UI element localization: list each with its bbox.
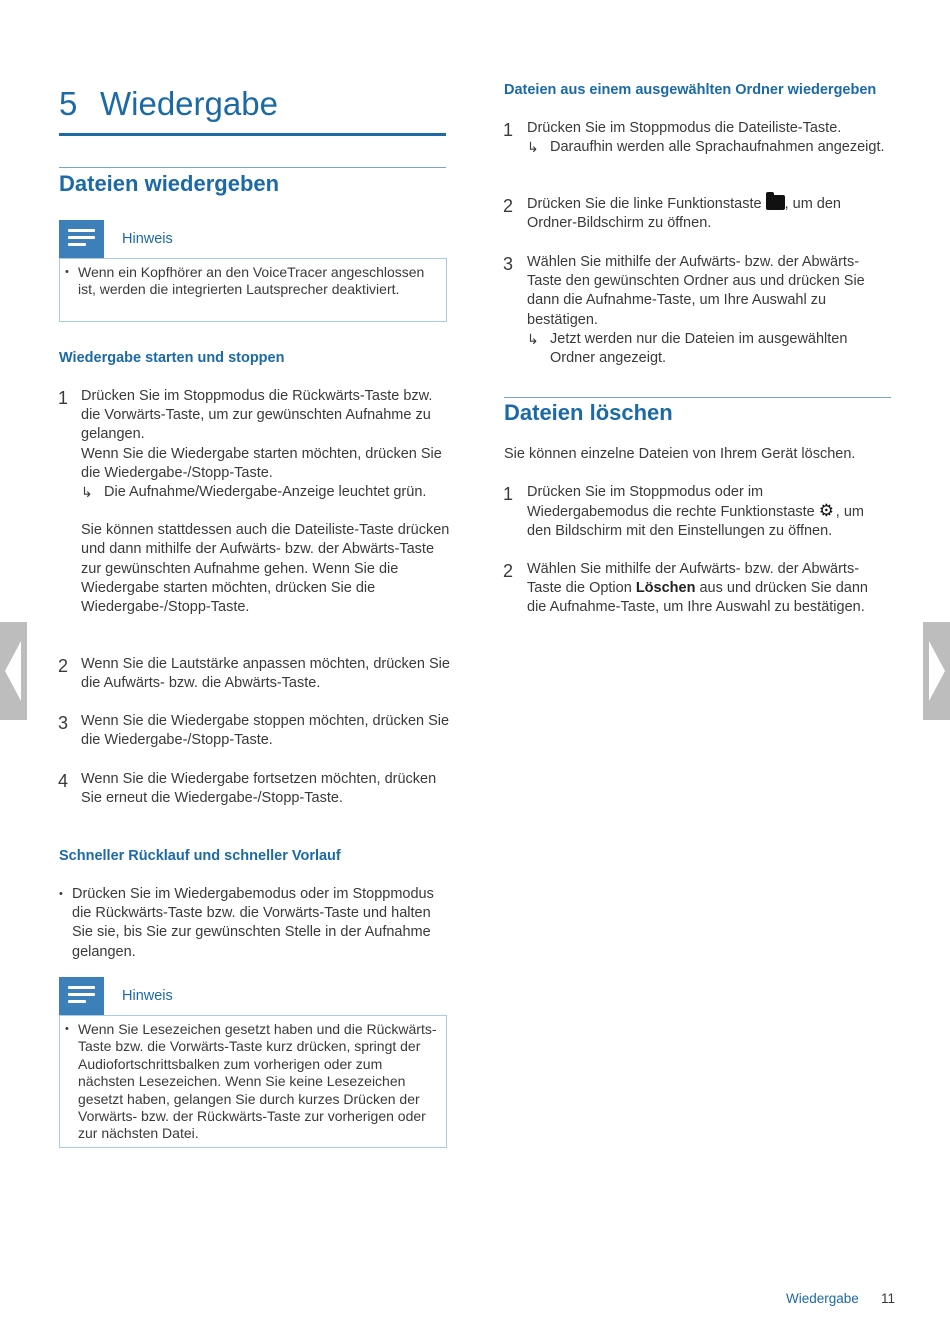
- step-body: [527, 253, 887, 368]
- bullet-item: [72, 885, 450, 962]
- chevron-left-icon: [5, 641, 21, 701]
- step-extra-text: Sie können stattdessen auch die Dateiliste-Taste drücken und dann mithilfe der Aufwärts- bzw. der Abwärts-Taste zur gewünschten Aufnahme gehen. Wenn Sie die Wiedergabe starten möchten, drücken Sie die Wiedergabe-/Stopp-Taste.: [81, 522, 450, 616]
- footer-section-label: Wiedergabe: [786, 1291, 859, 1306]
- step-text: Wählen Sie mithilfe der Aufwärts- bzw. der Abwärts-Taste den gewünschten Ordner aus und drücken Sie dann die Aufnahme-Taste, um Ihre Auswahl zu bestätigen.: [527, 254, 865, 328]
- note-label: Hinweis: [122, 988, 173, 1004]
- result-text: Jetzt werden nur die Dateien im ausgewählten Ordner angezeigt.: [550, 330, 848, 367]
- result-arrow-icon: ↳: [527, 139, 539, 156]
- step-number: 4: [58, 771, 69, 791]
- chapter-heading: [59, 82, 446, 136]
- step-result: [527, 330, 887, 368]
- note-box: [59, 258, 447, 322]
- note-box: [59, 1015, 447, 1148]
- section-divider: [59, 167, 446, 168]
- step-body: [527, 560, 889, 618]
- step-number: 3: [58, 713, 69, 733]
- section-title-delete: Dateien löschen: [504, 400, 673, 425]
- step-text: Wenn Sie die Wiedergabe starten möchten, drücken Sie die Wiedergabe-/Stopp-Taste.: [81, 445, 442, 481]
- section-divider: [504, 397, 891, 398]
- option-name: Löschen: [635, 580, 696, 597]
- bullet-text: • Drücken Sie im Wiedergabemodus oder im Stoppmodus die Rückwärts-Taste bzw. die Vorwärts-Taste und halten Sie sie, bis Sie zur gewünschten Stelle in der Aufnahme gelangen.: [72, 885, 450, 962]
- result-text: Daraufhin werden alle Sprachaufnahmen angezeigt.: [550, 139, 885, 156]
- gear-icon: ⚙: [818, 501, 835, 521]
- step-body: [527, 195, 872, 233]
- step-result: [81, 483, 453, 502]
- step-text: Wenn Sie die Wiedergabe stoppen möchten, drücken Sie die Wiedergabe-/Stopp-Taste.: [81, 713, 450, 749]
- section-title-play: Dateien wiedergeben: [59, 171, 280, 196]
- step-text: , um den Bildschirm mit den Einstellungen zu öffnen.: [527, 504, 864, 540]
- step-number: 2: [58, 656, 69, 676]
- result-text: Die Aufnahme/Wiedergabe-Anzeige leuchtet grün.: [104, 484, 427, 501]
- step-result: [527, 138, 887, 157]
- step-text: Wenn Sie die Wiedergabe fortsetzen möchten, drücken Sie erneut die Wiedergabe-/Stopp-Taste.: [81, 771, 437, 807]
- step-number: 2: [503, 561, 514, 581]
- step-number: 1: [503, 120, 514, 140]
- chevron-right-icon: [929, 641, 945, 701]
- step-text: Drücken Sie die linke Funktionstaste: [527, 196, 762, 212]
- result-arrow-icon: ↳: [527, 330, 539, 347]
- step-text: Drücken Sie im Stoppmodus oder im Wiedergabemodus die rechte Funktionstaste: [527, 484, 815, 521]
- note-label: Hinweis: [122, 231, 173, 247]
- result-arrow-icon: ↳: [81, 484, 93, 501]
- page-number: 11: [881, 1291, 896, 1306]
- step-text: , um den Ordner-Bildschirm zu öffnen.: [527, 196, 841, 232]
- step-body: [81, 387, 453, 617]
- intro-text: Sie können einzelne Dateien von Ihrem Gerät löschen.: [504, 446, 856, 462]
- step-text: aus und drücken Sie dann die Aufnahme-Taste, um Ihre Auswahl zu bestätigen.: [527, 580, 868, 616]
- step-text: Wenn Sie die Lautstärke anpassen möchten, drücken Sie die Aufwärts- bzw. die Abwärts-Taste.: [81, 656, 450, 692]
- step-number: 1: [58, 388, 69, 408]
- folder-icon: [766, 195, 785, 210]
- step-text: Drücken Sie im Stoppmodus die Dateiliste-Taste.: [527, 120, 842, 136]
- subheading-folder-play: Dateien aus einem ausgewählten Ordner wiedergeben: [504, 82, 877, 98]
- note-icon: [59, 977, 104, 1015]
- note-text: • Wenn ein Kopfhörer an den VoiceTracer angeschlossen ist, werden die integrierten Lautsprecher deaktiviert.: [78, 264, 440, 299]
- note-text: • Wenn Sie Lesezeichen gesetzt haben und die Rückwärts-Taste bzw. die Vorwärts-Taste kurz drücken, springt der Audiofortschrittsbalken zum vorherigen oder zum nächsten Lesezeichen. Wenn Sie keine Lesezeichen gesetzt haben, gelangen Sie durch kurzes Drücken der Vorwärts- bzw. der Rückwärts-Taste zur vorherigen oder zur nächsten Datei.: [78, 1021, 440, 1143]
- note-icon: [59, 220, 104, 258]
- step-text: Drücken Sie im Stoppmodus die Rückwärts-Taste bzw. die Vorwärts-Taste, um zur gewünschten Aufnahme zu gelangen.: [81, 388, 433, 443]
- chapter-number: 5: [59, 85, 78, 122]
- previous-page-tab[interactable]: [0, 622, 27, 720]
- chapter-title: Wiedergabe: [100, 85, 278, 122]
- step-number: 2: [503, 196, 514, 216]
- step-body: [527, 483, 887, 542]
- step-number: 3: [503, 254, 514, 274]
- step-body: [527, 119, 887, 157]
- step-text: Wählen Sie mithilfe der Aufwärts- bzw. der Abwärts-Taste die Option: [527, 561, 860, 597]
- subheading-start-stop: Wiedergabe starten und stoppen: [59, 350, 285, 366]
- next-page-tab[interactable]: [923, 622, 950, 720]
- step-number: 1: [503, 484, 514, 504]
- subheading-fast-forward: Schneller Rücklauf und schneller Vorlauf: [59, 848, 341, 864]
